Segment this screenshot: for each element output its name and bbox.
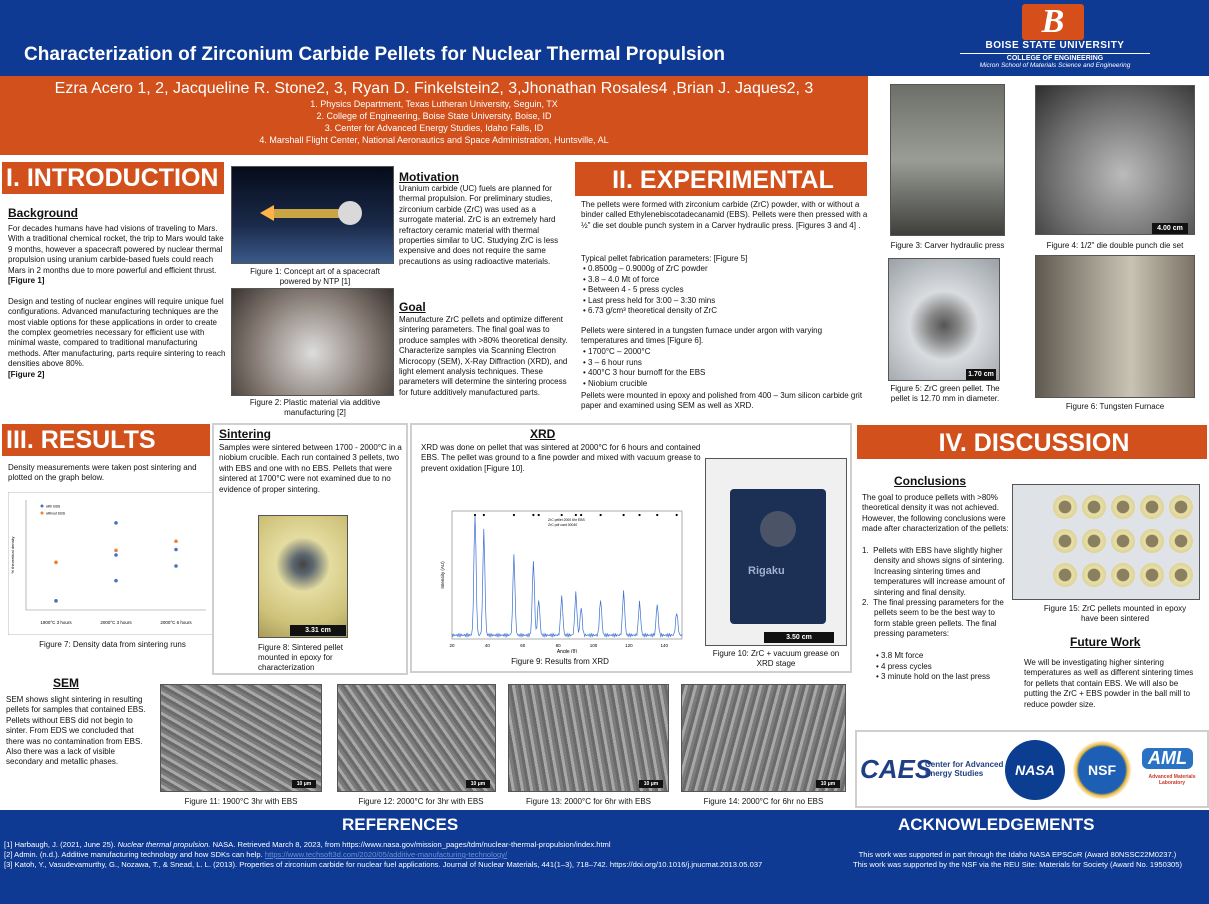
tick-label: 60 [520, 643, 526, 648]
figure-8-caption: Figure 8: Sintered pellet mounted in epoxy for characterization [258, 643, 343, 672]
reference-peak-marker [513, 514, 515, 516]
sem-image-1 [160, 684, 322, 792]
data-point [114, 553, 118, 557]
mounted-pellet [1169, 495, 1193, 519]
goal-text: Manufacture ZrC pellets and optimize different sintering parameters. The final goal was to produce samples with >80% theoretical density. Characterize samples via Scanning Electron Microcopy (SEM), X-Ray Diffraction (XRD), and light element analysis techniques. These parameters will determine the sintering process for future additively manufactured parts. [399, 315, 568, 397]
motivation-text: Uranium carbide (UC) fuels are planned for thermal propulsion. For preliminary studies, zirconium carbide (ZrC) was used as a surrogate material. ZrC is an extremely hard refractory ceramic material with thermal properties similar to UC. Studying ZrC is less expensive and does not require the same precautions as using radioactive materials. [399, 184, 559, 266]
figure-4-caption: Figure 4: 1/2" die double punch die set [1046, 241, 1184, 250]
caes-logo-text: Center for Advanced Energy Studies [925, 760, 1004, 778]
tick-label: 20 [449, 643, 455, 648]
acknowledgements-text: This work was supported in part through the Idaho NASA EPSCoR (Award 80NSSC22M0237.) This work was supported by the NSF via the REU Site: Materials for Society (Award No. 1950305) [852, 850, 1183, 869]
reference-peak-marker [623, 514, 625, 516]
mounted-pellet [1082, 529, 1106, 553]
tick-label: 100 [589, 643, 598, 648]
reference-peak-marker [575, 514, 577, 516]
xrd-stage-image [705, 458, 847, 646]
figure-5-caption: Figure 5: ZrC green pellet. The pellet is 12.70 mm in diameter. [890, 384, 1000, 403]
legend-marker [41, 512, 44, 515]
mounted-pellet [1053, 529, 1077, 553]
list-item: • Between 4 - 5 press cycles [583, 285, 873, 296]
data-point [54, 599, 58, 603]
3d-printer-image [231, 288, 394, 396]
sintering-title: Sintering [219, 427, 272, 441]
scale-bar: 3.50 cm [764, 632, 834, 643]
nasa-logo-icon: NASA [1005, 740, 1065, 800]
reference-peak-marker [483, 514, 485, 516]
aml-logo-text: Advanced Materials Laboratory [1148, 774, 1196, 786]
list-item: • Last press held for 3:00 – 3:30 mins [583, 296, 873, 307]
results-heading: III. RESULTS [0, 422, 212, 458]
data-point [114, 549, 118, 553]
figure-7-caption: Figure 7: Density data from sintering runs [39, 640, 186, 649]
university-block [930, 40, 1180, 69]
data-point [174, 564, 178, 568]
author-names: Ezra Acero 1, 2, Jacqueline R. Stone2, 3, Ryan D. Finkelstein2, 3,Jhonathan Rosales4 ,Brian J. Jaques2, 3 [54, 80, 814, 97]
sintering-text: Samples were sintered between 1700 - 2000°C in a niobium crucible. Each run contained 3 pellets, two with EBS and one with no EBS. Pellets that were sintered at 1700°C were not examined due to no evidence of proper sintering. [219, 443, 402, 494]
list-item: • 400°C 3 hour burnoff for the EBS [583, 368, 873, 379]
background-title: Background [8, 206, 79, 220]
experimental-heading: II. EXPERIMENTAL [573, 160, 869, 198]
xrd-text: XRD was done on pellet that was sintered at 2000°C for 6 hours and contained EBS. The pellet was ground to a fine powder and mixed with vacuum grease to prevent oxidation [Figure 10]. [421, 443, 701, 473]
legend-label: with EBS [46, 504, 61, 509]
list-item: • 1700°C – 2000°C [583, 347, 873, 358]
affiliation: 4. Marshall Flight Center, National Aeronautics and Space Administration, Huntsville, AL [259, 135, 609, 145]
reference-peak-marker [656, 514, 658, 516]
reference-peak-marker [580, 514, 582, 516]
data-point [54, 561, 58, 565]
tick-label: 80 [555, 643, 561, 648]
figure-14-caption: Figure 14: 2000°C for 6hr no EBS [703, 797, 824, 806]
plot-area [452, 511, 682, 639]
die-set-image [1035, 85, 1195, 235]
boise-state-logo-icon: B [1022, 4, 1084, 40]
params-title: Typical pellet fabrication parameters: [Figure 5] [581, 254, 748, 263]
scale-bar: 10 μm [816, 780, 840, 788]
spacecraft-icon [232, 167, 394, 264]
tick-label: 2000°C 6 hours [160, 620, 192, 625]
y-axis-label: % theoretical density [10, 536, 15, 574]
params-list [583, 264, 873, 317]
rigaku-label: Rigaku [748, 565, 785, 577]
chart-frame [8, 492, 213, 635]
experimental-text: The pellets were formed with zirconium carbide (ZrC) powder, with or without a binder called Ethylenebiscotadecanamid (EBS). Pellets were then pressed with a ½" die set double punch system in a Carver hydraulic press. [Figures 3 and 4] . [581, 200, 868, 230]
figure-15-caption: Figure 15: ZrC pellets mounted in epoxy have been sintered [1043, 604, 1187, 623]
references-heading: REFERENCES [342, 815, 459, 834]
affiliation: 1. Physics Department, Texas Lutheran University, Seguin, TX [310, 99, 558, 109]
sem-title: SEM [53, 676, 80, 690]
discussion-heading: IV. DISCUSSION [855, 423, 1209, 461]
mounted-pellet [1140, 495, 1164, 519]
list-item: 1. Pellets with EBS have slightly higher density and shows signs of sintering. Increasing sintering times and temperatures will increase amount of sintering and final density. [862, 546, 1005, 597]
reference-peak-marker [638, 514, 640, 516]
reference-peak-marker [474, 514, 476, 516]
figure-6-caption: Figure 6: Tungsten Furnace [1065, 402, 1165, 411]
reference-peak-marker [600, 514, 602, 516]
acknowledgements-heading: ACKNOWLEDGEMENTS [898, 815, 1095, 834]
scale-bar: 10 μm [466, 780, 490, 788]
polish-text: Pellets were mounted in epoxy and polished from 400 – 3um silicon carbide grit paper and examined using SEM as well as XRD. [581, 391, 863, 411]
sample-well [760, 511, 796, 547]
college-name: COLLEGE OF ENGINEERING [960, 53, 1150, 62]
reference-2: [2] Admin. (n.d.). Additive manufacturing technology and how SDKs can help. https://www.techsoft3d.com/2020/05/additive-manufacturing-technology/ [4, 850, 508, 859]
tick-label: 120 [625, 643, 633, 648]
sem-text: SEM shows slight sintering in resulting pellets for samples that contained EBS. Pellets without EBS did not begin to sinter. From EDS we concluded that there was no contamination from EBS. Also there was a lack of visible secondary and metallic phases. [6, 695, 146, 767]
introduction-heading: I. INTRODUCTION [0, 160, 226, 196]
reference-link[interactable]: https://www.techsoft3d.com/2020/05/additive-manufacturing-technology/ [264, 850, 508, 859]
spacecraft-image [231, 166, 394, 264]
list-item: • 3.8 Mt force [876, 651, 1016, 662]
school-name: Micron School of Materials Science and Engineering [979, 62, 1131, 69]
legend-label: without EBS [46, 511, 66, 516]
reference-peak-marker [538, 514, 540, 516]
tick-label: 140 [660, 643, 669, 648]
future-work-text: We will be investigating higher sintering temperatures as well as different sintering times for pellets that contain EBS. We will also be putting the ZrC + EBS powder in the ball mill to reduce powder size. [1024, 658, 1194, 709]
future-work-title: Future Work [1070, 635, 1141, 649]
references-list [4, 840, 850, 870]
green-pellet-image [888, 258, 1000, 381]
mounted-pellet [1140, 563, 1164, 587]
mounted-pellet [1169, 563, 1193, 587]
density-chart [8, 492, 213, 635]
reference-peak-marker [561, 514, 563, 516]
list-item: • 0.8500g – 0.9000g of ZrC powder [583, 264, 873, 275]
data-point [114, 521, 118, 525]
data-point [174, 539, 178, 543]
affiliation: 2. College of Engineering, Boise State University, Boise, ID [316, 111, 552, 121]
scale-bar: 10 μm [639, 780, 663, 788]
legend-label: ZrC pdf card 00040 [548, 523, 578, 527]
figure-10-caption: Figure 10: ZrC + vacuum grease on XRD stage [712, 649, 840, 668]
data-point [174, 548, 178, 552]
sem-image-2 [337, 684, 496, 792]
sinter-text: Pellets were sintered in a tungsten furnace under argon with varying temperatures and times [Figure 6]. [581, 326, 823, 346]
list-item: 2. The final pressing parameters for the pellets seem to be the best way to form stable green pellets. The final pressing parameters: [862, 598, 1004, 639]
list-item: • 3.8 – 4.0 Mt of force [583, 275, 873, 286]
scale-bar: 10 μm [292, 780, 316, 788]
reference-peak-marker [532, 514, 534, 516]
hydraulic-press-image [890, 84, 1005, 236]
tick-label: 40 [484, 643, 490, 648]
figure-9-caption: Figure 9: Results from XRD [511, 657, 609, 666]
authors-banner [0, 76, 868, 155]
legend-label: ZrC pellet 2000 6hr EBS [548, 518, 585, 522]
caes-logo-icon: CAES [860, 754, 933, 784]
pressing-list [876, 651, 1016, 683]
data-point [114, 579, 118, 583]
sinter-list [583, 347, 873, 389]
figure-11-caption: Figure 11: 1900°C 3hr with EBS [184, 797, 298, 806]
x-axis-label: Angle (θ) [556, 649, 578, 653]
figure-1-caption: Figure 1: Concept art of a spacecraft powered by NTP [1] [250, 267, 380, 286]
y-axis-label: Intensity (AU) [440, 561, 445, 589]
conclusions-text: The goal to produce pellets with >80% theoretical density it was not achieved. However, the following conclusions were made after characterization of the pellets: [862, 493, 1009, 534]
affiliation: 3. Center for Advanced Energy Studies, Idaho Falls, ID [324, 123, 544, 133]
figure-2-caption: Figure 2: Plastic material via additive manufacturing [2] [249, 398, 381, 417]
list-item: • Niobium crucible [583, 379, 873, 390]
university-name: BOISE STATE UNIVERSITY [985, 40, 1125, 51]
list-item: • 6.73 g/cm³ theoretical density of ZrC [583, 306, 873, 317]
mounted-pellet [1111, 563, 1135, 587]
list-item: • 3 – 6 hour runs [583, 358, 873, 369]
mounted-pellet [1140, 529, 1164, 553]
figure-13-caption: Figure 13: 2000°C for 6hr with EBS [525, 797, 652, 806]
mounted-pellet [1111, 529, 1135, 553]
density-text: Density measurements were taken post sintering and plotted on the graph below. [8, 463, 197, 483]
figure-12-caption: Figure 12: 2000°C for 3hr with EBS [358, 797, 484, 806]
background-text: For decades humans have had visions of traveling to Mars. With a traditional chemical rocket, the trip to Mars would take 9 months, however a spacecraft powered by nuclear thermal propulsion using uranium carbide-based fuels could reach Mars in 2 months due to more powerful and efficient thrust. [Figure 1] Design and testing of nuclear engines will require unique fuel configurations. Advanced manufacturing techniques are the most viable options for these applications in order to create the complex geometries necessary for efficient use with minimal waste, compared to traditional manufacturing methods. After manufacturing, parts require sintering to reach densities above 80%. [Figure 2] [8, 224, 226, 379]
mounted-pellet [1082, 563, 1106, 587]
mounted-pellet [1053, 563, 1077, 587]
sample-holder [730, 489, 826, 624]
mounted-pellets-image [1012, 484, 1200, 600]
aml-logo-icon: AML [1142, 748, 1193, 769]
mounted-pellet [1053, 495, 1077, 519]
mounted-pellet [1082, 495, 1106, 519]
sem-image-3 [508, 684, 669, 792]
mounted-pellet [1111, 495, 1135, 519]
sintered-pellet-image [258, 515, 348, 638]
legend-marker [41, 505, 44, 508]
conclusions-title: Conclusions [894, 474, 967, 488]
mounted-pellet [1169, 529, 1193, 553]
sem-image-4 [681, 684, 846, 792]
tick-label: 1900°C 3 hours [40, 620, 72, 625]
xrd-chart [438, 503, 688, 653]
xrd-title: XRD [530, 427, 556, 441]
reference-3: [3] Katoh, Y., Vasudevamurthy, G., Nozawa, T., & Snead, L. L. (2013). Properties of zirconium carbide for nuclear fuel applications. Journal of Nuclear Materials, 441(1–3), 718–742. https://doi.org/10.1016/j.jnucmat.2013.05.037 [4, 860, 763, 869]
goal-title: Goal [399, 300, 426, 314]
nsf-logo-icon: NSF [1072, 740, 1132, 800]
scale-bar: 3.31 cm [290, 625, 346, 636]
motivation-title: Motivation [399, 170, 459, 184]
scale-bar: 4.00 cm [1152, 223, 1188, 234]
tungsten-furnace-image [1035, 255, 1195, 398]
conclusions-list [862, 546, 1012, 640]
reference-peak-marker [676, 514, 678, 516]
list-item: • 3 minute hold on the last press [876, 672, 1016, 683]
scale-bar: 1.70 cm [966, 369, 996, 380]
list-item: • 4 press cycles [876, 662, 1016, 673]
poster-title: Characterization of Zirconium Carbide Pellets for Nuclear Thermal Propulsion [24, 44, 726, 65]
reference-1: [1] Harbaugh, J. (2021, June 25). Nuclear thermal propulsion. NASA. Retrieved March 8, 2023, from https://www.nasa.gov/mission_pages/tdm/nuclear-thermal-propulsion/index.html [4, 840, 611, 849]
tick-label: 2000°C 3 hours [100, 620, 132, 625]
figure-3-caption: Figure 3: Carver hydraulic press [890, 241, 1005, 250]
